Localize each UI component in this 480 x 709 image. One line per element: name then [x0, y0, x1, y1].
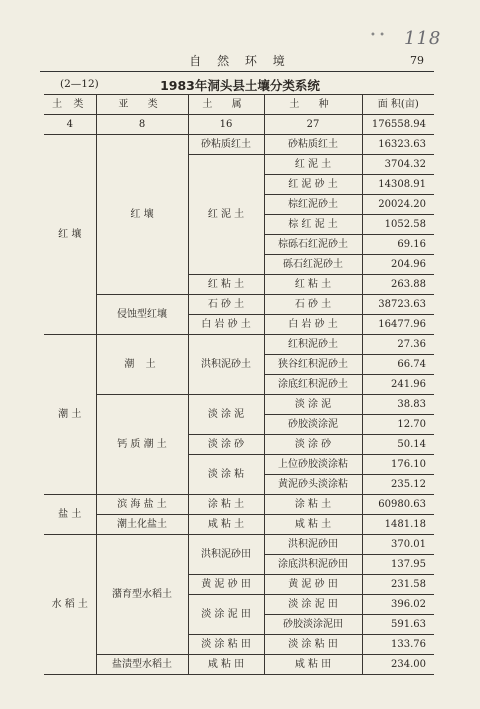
area-cell: 234.00	[362, 655, 434, 675]
family-cell: 白 岩 砂 土	[188, 315, 264, 335]
area-cell: 370.01	[362, 535, 434, 555]
subgroup-cell: 潴育型水稻土	[96, 535, 188, 655]
soil-group-cell: 水 稻 土	[44, 535, 96, 675]
species-cell: 砂胶淡涂泥	[264, 415, 362, 435]
family-cell: 涂 粘 土	[188, 495, 264, 515]
species-cell: 石 砂 土	[264, 295, 362, 315]
species-cell: 红 泥 砂 土	[264, 175, 362, 195]
species-cell: 红 泥 土	[264, 155, 362, 175]
subgroup-cell: 潮 土	[96, 335, 188, 395]
area-cell: 60980.63	[362, 495, 434, 515]
family-cell: 黄 泥 砂 田	[188, 575, 264, 595]
table-number: (2—12)	[60, 78, 99, 90]
area-cell: 241.96	[362, 375, 434, 395]
species-cell: 涂 粘 土	[264, 495, 362, 515]
area-cell: 235.12	[362, 475, 434, 495]
total-species: 27	[264, 115, 362, 135]
page-number: 79	[410, 54, 424, 67]
total-families: 16	[188, 115, 264, 135]
family-cell: 咸 粘 田	[188, 655, 264, 675]
subgroup-cell: 侵蚀型红壤	[96, 295, 188, 335]
subgroup-cell: 钙 质 潮 土	[96, 395, 188, 495]
area-cell: 133.76	[362, 635, 434, 655]
species-cell: 洪积泥砂田	[264, 535, 362, 555]
col-header-species: 土 种	[264, 95, 362, 115]
species-cell: 黄 泥 砂 田	[264, 575, 362, 595]
table-row	[44, 535, 434, 555]
subgroup-cell: 盐渍型水稻土	[96, 655, 188, 675]
species-cell: 砂胶淡涂泥田	[264, 615, 362, 635]
family-cell: 淡 涂 泥 田	[188, 595, 264, 635]
soil-group-cell: 盐 土	[44, 495, 96, 535]
family-cell: 淡 涂 粘	[188, 455, 264, 495]
area-cell: 50.14	[362, 435, 434, 455]
species-cell: 红 粘 土	[264, 275, 362, 295]
species-cell: 红积泥砂土	[264, 335, 362, 355]
area-cell: 12.70	[362, 415, 434, 435]
soil-group-cell: 红 壤	[44, 135, 96, 335]
total-soil-groups: 4	[44, 115, 96, 135]
area-cell: 3704.32	[362, 155, 434, 175]
species-cell: 棕 红 泥 土	[264, 215, 362, 235]
margin-dots: • •	[370, 30, 385, 41]
area-cell: 1052.58	[362, 215, 434, 235]
species-cell: 狭谷红积泥砂土	[264, 355, 362, 375]
species-cell: 黄泥砂头淡涂粘	[264, 475, 362, 495]
species-cell: 咸 粘 田	[264, 655, 362, 675]
family-cell: 红 泥 土	[188, 155, 264, 275]
area-cell: 1481.18	[362, 515, 434, 535]
total-subgroups: 8	[96, 115, 188, 135]
col-header-subgroup: 亚 类	[96, 95, 188, 115]
col-header-area: 面 积(亩)	[362, 95, 434, 115]
species-cell: 砾石红泥砂土	[264, 255, 362, 275]
species-cell: 涂底洪积泥砂田	[264, 555, 362, 575]
family-cell: 淡 涂 粘 田	[188, 635, 264, 655]
family-cell: 淡 涂 砂	[188, 435, 264, 455]
area-cell: 66.74	[362, 355, 434, 375]
table-row	[44, 395, 434, 415]
table-title: 1983年洞头县土壤分类系统	[160, 78, 320, 93]
table-row	[44, 655, 434, 675]
species-cell: 淡 涂 泥 田	[264, 595, 362, 615]
header-row	[44, 95, 434, 115]
area-cell: 16477.96	[362, 315, 434, 335]
family-cell: 砂粘质红土	[188, 135, 264, 155]
species-cell: 淡 涂 泥	[264, 395, 362, 415]
table-row	[44, 495, 434, 515]
species-cell: 涂底红积泥砂土	[264, 375, 362, 395]
family-cell: 洪积泥砂土	[188, 335, 264, 395]
family-cell: 石 砂 土	[188, 295, 264, 315]
family-cell: 洪积泥砂田	[188, 535, 264, 575]
table-row	[44, 295, 434, 315]
area-cell: 14308.91	[362, 175, 434, 195]
table-row	[44, 135, 434, 155]
table-row	[44, 515, 434, 535]
area-cell: 16323.63	[362, 135, 434, 155]
area-cell: 27.36	[362, 335, 434, 355]
subgroup-cell: 潮土化盐土	[96, 515, 188, 535]
family-cell: 淡 涂 泥	[188, 395, 264, 435]
species-cell: 淡 涂 粘 田	[264, 635, 362, 655]
area-cell: 176.10	[362, 455, 434, 475]
species-cell: 棕砾石红泥砂土	[264, 235, 362, 255]
area-cell: 69.16	[362, 235, 434, 255]
area-cell: 204.96	[362, 255, 434, 275]
species-cell: 咸 粘 土	[264, 515, 362, 535]
area-cell: 137.95	[362, 555, 434, 575]
family-cell: 红 粘 土	[188, 275, 264, 295]
soil-group-cell: 潮 土	[44, 335, 96, 495]
totals-row	[44, 115, 434, 135]
species-cell: 上位砂胶淡涂粘	[264, 455, 362, 475]
running-head: 自 然 环 境	[189, 54, 291, 68]
area-cell: 591.63	[362, 615, 434, 635]
area-cell: 38723.63	[362, 295, 434, 315]
col-header-family: 土 属	[188, 95, 264, 115]
species-cell: 棕红泥砂土	[264, 195, 362, 215]
area-cell: 20024.20	[362, 195, 434, 215]
area-cell: 263.88	[362, 275, 434, 295]
area-cell: 231.58	[362, 575, 434, 595]
subgroup-cell: 红 壤	[96, 135, 188, 295]
area-cell: 38.83	[362, 395, 434, 415]
col-header-soil-group: 土 类	[44, 95, 96, 115]
species-cell: 淡 涂 砂	[264, 435, 362, 455]
handwritten-page-mark: 118	[404, 28, 442, 49]
area-cell: 396.02	[362, 595, 434, 615]
table-row	[44, 335, 434, 355]
species-cell: 白 岩 砂 土	[264, 315, 362, 335]
family-cell: 咸 粘 土	[188, 515, 264, 535]
header-rule	[40, 71, 434, 72]
subgroup-cell: 滨 海 盐 土	[96, 495, 188, 515]
soil-classification-table	[44, 94, 434, 675]
species-cell: 砂粘质红土	[264, 135, 362, 155]
total-area: 176558.94	[362, 115, 434, 135]
